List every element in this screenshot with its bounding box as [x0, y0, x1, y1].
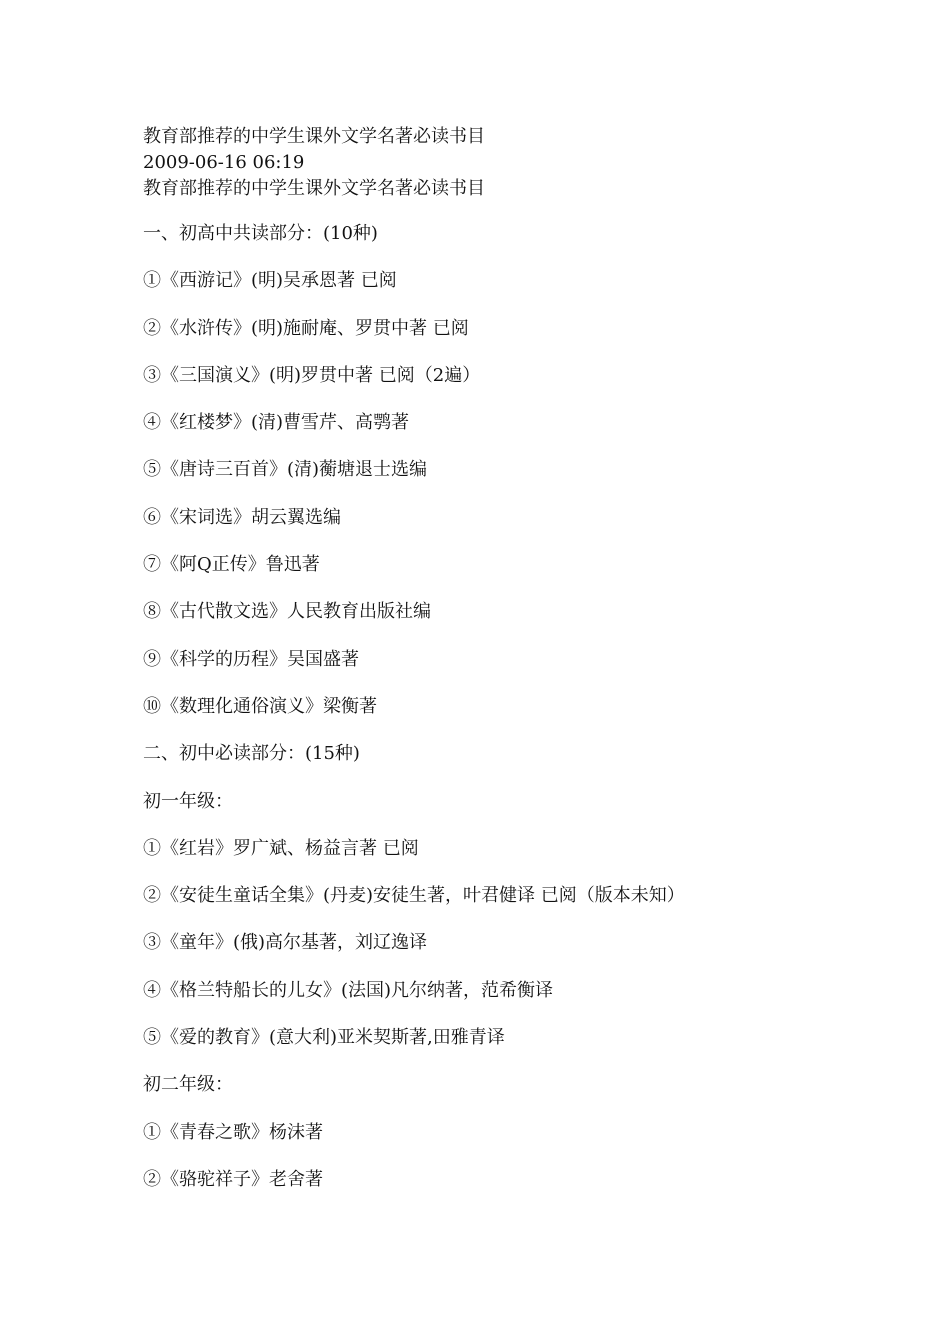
list-item: ①《青春之歌》杨沫著 [143, 1121, 323, 1143]
list-item: ①《西游记》(明)吴承恩著 已阅 [143, 270, 397, 292]
list-item: ⑥《宋词选》胡云翼选编 [143, 506, 341, 528]
grade-label-2: 初二年级： [143, 1074, 233, 1096]
list-item: ②《水浒传》(明)施耐庵、罗贯中著 已阅 [143, 317, 469, 339]
list-item: ⑤《爱的教育》(意大利)亚米契斯著,田雅青译 [143, 1027, 505, 1049]
list-item: ④《格兰特船长的儿女》(法国)凡尔纳著，范希衡译 [143, 979, 554, 1001]
list-item: ②《骆驼祥子》老舍著 [143, 1168, 323, 1190]
list-item: ⑨《科学的历程》吴国盛著 [143, 648, 359, 670]
reading-list [143, 221, 903, 1214]
list-item: ④《红楼梦》(清)曹雪芹、高鹗著 [143, 412, 410, 434]
list-item: ③《童年》(俄)高尔基著，刘辽逸译 [143, 932, 428, 954]
list-item: ⑦《阿Q正传》鲁迅著 [143, 554, 320, 576]
document-subtitle: 教育部推荐的中学生课外文学名著必读书目 [143, 178, 485, 199]
section-heading-junior: 二、初中必读部分：(15种) [143, 743, 360, 765]
document-title: 教育部推荐的中学生课外文学名著必读书目 [143, 126, 485, 147]
list-item: ⑩《数理化通俗演义》梁衡著 [143, 695, 377, 717]
document-header [143, 124, 843, 202]
section-heading-common: 一、初高中共读部分：(10种) [143, 223, 378, 244]
list-item: ①《红岩》罗广斌、杨益言著 已阅 [143, 837, 419, 859]
list-item: ⑧《古代散文选》人民教育出版社编 [143, 601, 431, 623]
list-item: ②《安徒生童话全集》(丹麦)安徒生著，叶君健译 已阅（版本未知） [143, 885, 685, 907]
document-date: 2009-06-16 06:19 [143, 152, 305, 173]
list-item: ⑤《唐诗三百首》(清)蘅塘退士选编 [143, 459, 428, 481]
grade-label-1: 初一年级： [143, 790, 233, 812]
list-item: ③《三国演义》(明)罗贯中著 已阅（2遍） [143, 364, 481, 386]
